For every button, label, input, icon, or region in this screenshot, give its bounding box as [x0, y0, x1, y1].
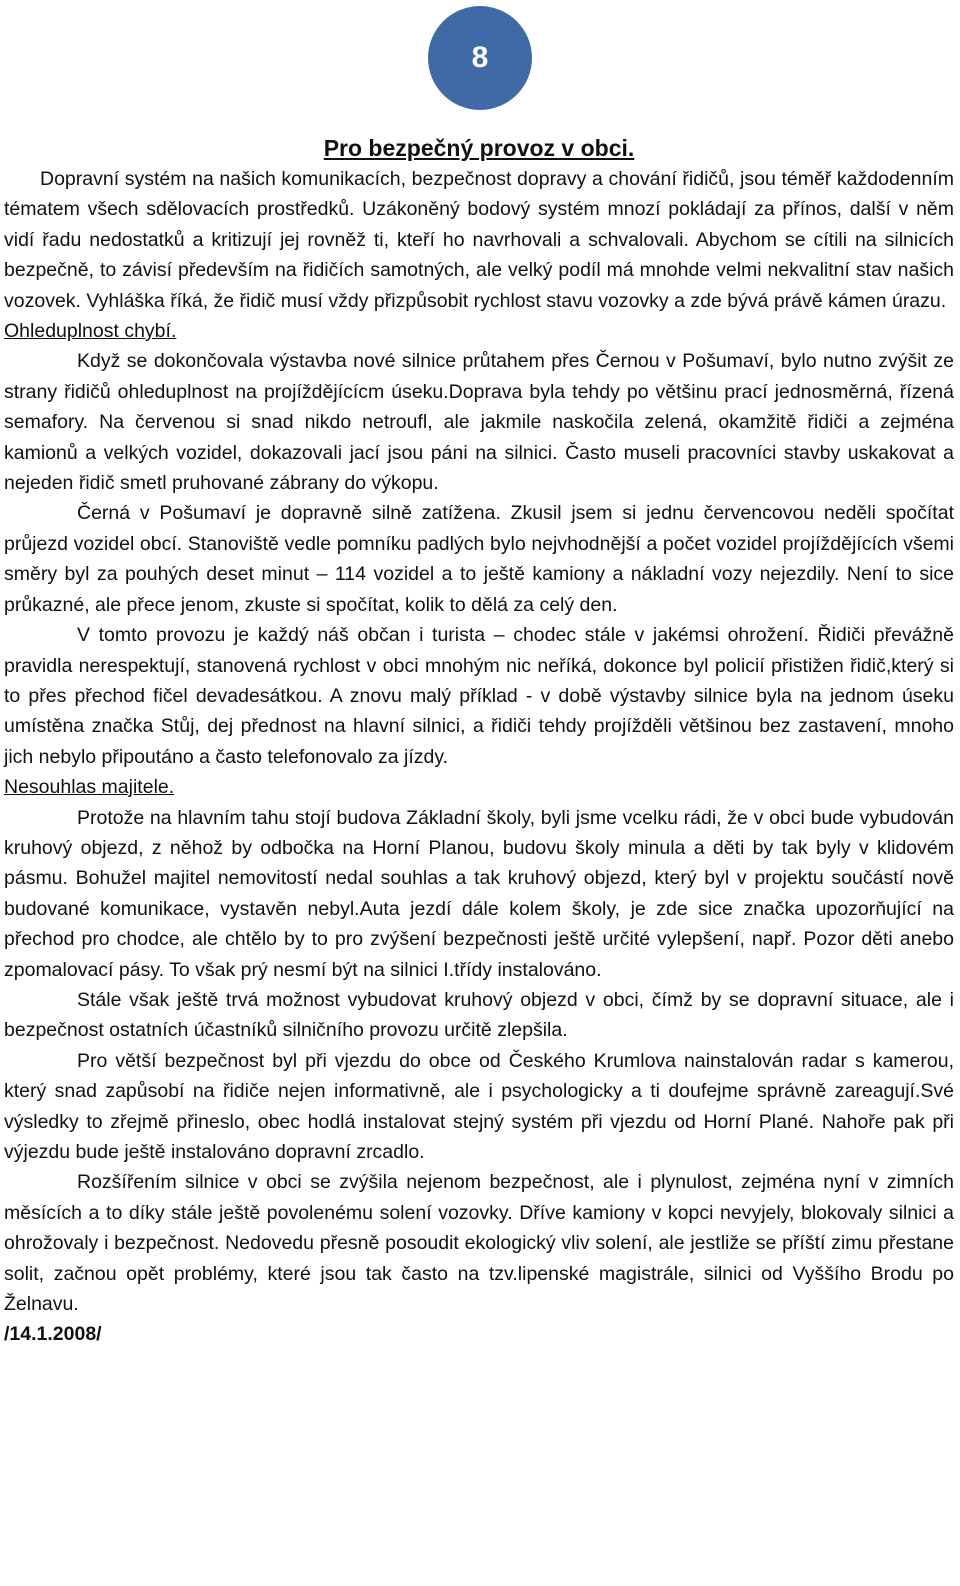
paragraph-salting: Rozšířením silnice v obci se zvýšila nejenom bezpečnost, ale i plynulost, zejména nyní v zimních měsících a to díky stále ještě povolenému solení vozovky. Dříve kamiony v kopci nevyjely, blokovaly silnici a ohrožovaly i bezpečnost. Nedovedu přesně posoudit ekologický vliv solení, ale jestliže se příští zimu přestane solit, začnou opět problémy, které jsou tak často na tzv.lipenské magistrále, silnici od Vyššího Brodu po Želnavu. [4, 1171, 954, 1316]
article-date: /14.1.2008/ [4, 1323, 102, 1346]
paragraph-still-possible: Stále však ještě trvá možnost vybudovat kruhový objezd v obci, čímž by se dopravní situace, ale i bezpečnost ostatních účastníků silničního provozu určitě zlepšila. [4, 988, 954, 1042]
article-title: Pro bezpečný provoz v obci. [323, 135, 635, 161]
paragraph-radar: Pro větší bezpečnost byl při vjezdu do obce od Českého Krumlova nainstalován radar s kamerou, který snad zapůsobí na řidiče nejen informativně, ale i psychologicky a ti doufejme správně zareagují.Své výsledky to zřejmě přineslo, obec hodlá instalovat stejný systém při vjezdu od Horní Plané. Nahoře pak při výjezdu bude ještě instalováno dopravní zrcadlo. [4, 1049, 954, 1163]
paragraph-roundabout: Protože na hlavním tahu stojí budova Základní školy, byli jsme vcelku rádi, že v obci bude vybudován kruhový objezd, z něhož by odbočka na Horní Planou, budovu školy minula a děti by tak byly v klidovém pásmu. Bohužel majitel nemovitostí nedal souhlas a tak kruhový objezd, který byl v projektu součástí nově budované komunikace, vystavěn nebyl.Auta jezdí dále kolem školy, je zde sice značka upozorňující na přechod pro chodce, ale chtělo by to pro zvýšení bezpečnosti ještě určité vylepšení, např. Pozor děti anebo zpomalovací pásy. To však prý nesmí být na silnici I.třídy instalováno. [4, 806, 954, 981]
paragraph-intro: Dopravní systém na našich komunikacích, bezpečnost dopravy a chování řidičů, jsou téměř každodenním tématem všech sdělovacích prostředků. Uzákoněný bodový systém mnozí pokládají za přínos, další v něm vidí řadu nedostatků a kritizují jej rovněž ti, kteří ho navrhovali a schvalovali. Abychom se cítili na silnicích bezpečně, to závisí především na řidičích samotných, ale velký podíl má mnohde velmi nekvalitní stav našich vozovek. Vyhláška říká, že řidič musí vždy přizpůsobit rychlost stavu vozovky a zde bývá právě kámen úrazu. [4, 168, 954, 312]
paragraph-traffic-count: Černá v Pošumaví je dopravně silně zatížena. Zkusil jsem si jednu červencovou neděli spočítat průjezd vozidel obcí. Stanoviště vedle pomníku padlých bylo nejvhodnější a počet vozidel projíždějících všemi směry byl za pouhých deset minut – 114 vozidel a to ještě kamiony a nákladní vozy nejezdily. Není to sice průkazné, ale přece jenom, zkuste si spočítat, kolik to dělá za celý den. [4, 502, 954, 616]
paragraph-danger: V tomto provozu je každý náš občan i turista – chodec stále v jakémsi ohrožení. Řidiči převážně pravidla nerespektují, stanovená rychlost v obci mnohým nic neříká, dokonce byl policií přistižen řidič,který si to přes přechod fičel devadesátkou. A znovu malý příklad - v době výstavby silnice byla na jednom úseku umístěna značka Stůj, dej přednost na hlavní silnici, a řidiči tehdy projížděli většinou bez zastavení, mnoho jich nebylo připoutáno a často telefonovalo za jízdy. [4, 624, 954, 768]
subheading-nesouhlas: Nesouhlas majitele. [4, 776, 175, 799]
subheading-ohleduplnost: Ohleduplnost chybí. [4, 320, 177, 343]
paragraph-construction: Když se dokončovala výstavba nové silnice průtahem přes Černou v Pošumaví, bylo nutno zvýšit ze strany řidičů ohleduplnost na projíždějícícm úseku.Doprava byla tehdy po většinu prací jednosměrná, řízená semafory. Na červenou si snad nikdo netroufl, ale jakmile naskočila zelená, okamžitě řidiči a zejména kamionů a velkých vozidel, dokazovali jací jsou páni na silnici. Často museli pracovníci stavby uskakovat a nejeden řidič smetl pruhované zábrany do výkopu. [4, 350, 954, 495]
page-number-badge [428, 6, 532, 110]
page-number: 8 [471, 41, 489, 74]
article [4, 132, 954, 1350]
